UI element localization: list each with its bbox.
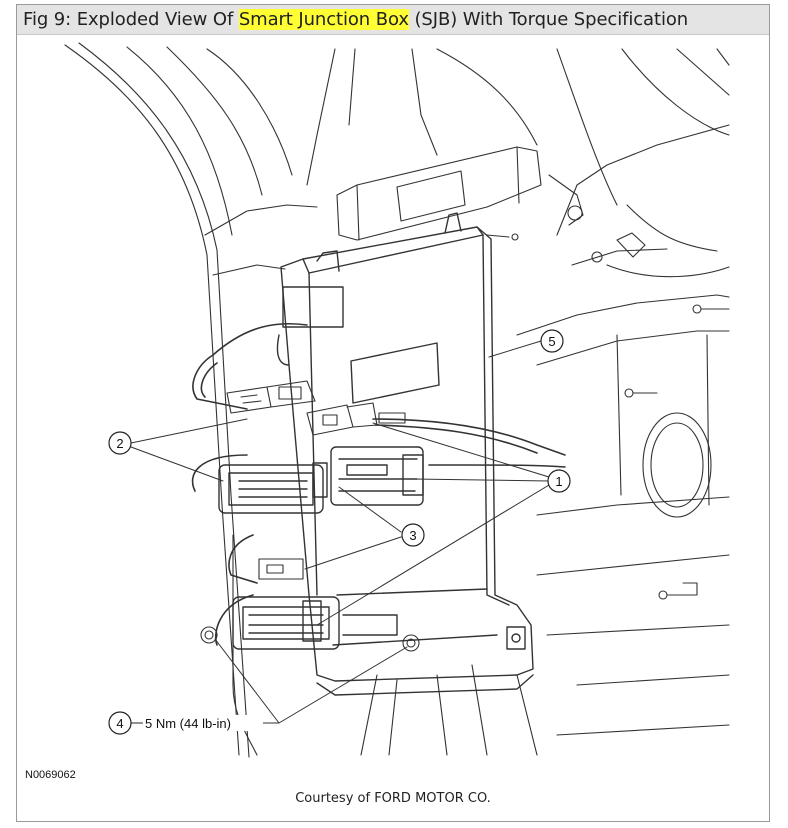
figure-code: N0069062 (25, 769, 76, 781)
bolt-right (403, 635, 419, 651)
vehicle-structure (65, 43, 729, 757)
callout-2-label: 2 (116, 436, 124, 451)
title-highlight: Smart Junction Box (238, 9, 409, 30)
sjb-exploded-diagram (17, 35, 769, 785)
callout-1 (548, 470, 570, 492)
callout-2 (109, 432, 131, 454)
callout-4-label: 4 (116, 716, 124, 731)
callout-1-label: 1 (555, 474, 563, 489)
title-bar (17, 5, 769, 35)
callout-3 (402, 524, 424, 546)
callout-5-label: 5 (548, 334, 556, 349)
connector-1-large (331, 447, 423, 505)
torque-spec: 5 Nm (44 lb-in) (145, 716, 231, 731)
bolt-left (201, 627, 217, 643)
connector-3-small (259, 559, 303, 579)
courtesy-credit: Courtesy of FORD MOTOR CO. (295, 791, 491, 806)
figure-title (23, 9, 688, 30)
callout-3-label: 3 (409, 528, 417, 543)
title-prefix: Fig 9: Exploded View Of (23, 9, 239, 30)
figure-frame (16, 4, 770, 822)
connector-1-lower-large (233, 597, 339, 649)
callout-5 (541, 330, 563, 352)
connector-2-large (219, 463, 327, 513)
mounting-bracket (337, 147, 729, 599)
title-suffix: (SJB) With Torque Specification (408, 9, 689, 30)
callout-4 (109, 712, 263, 734)
sjb-housing (277, 213, 533, 695)
